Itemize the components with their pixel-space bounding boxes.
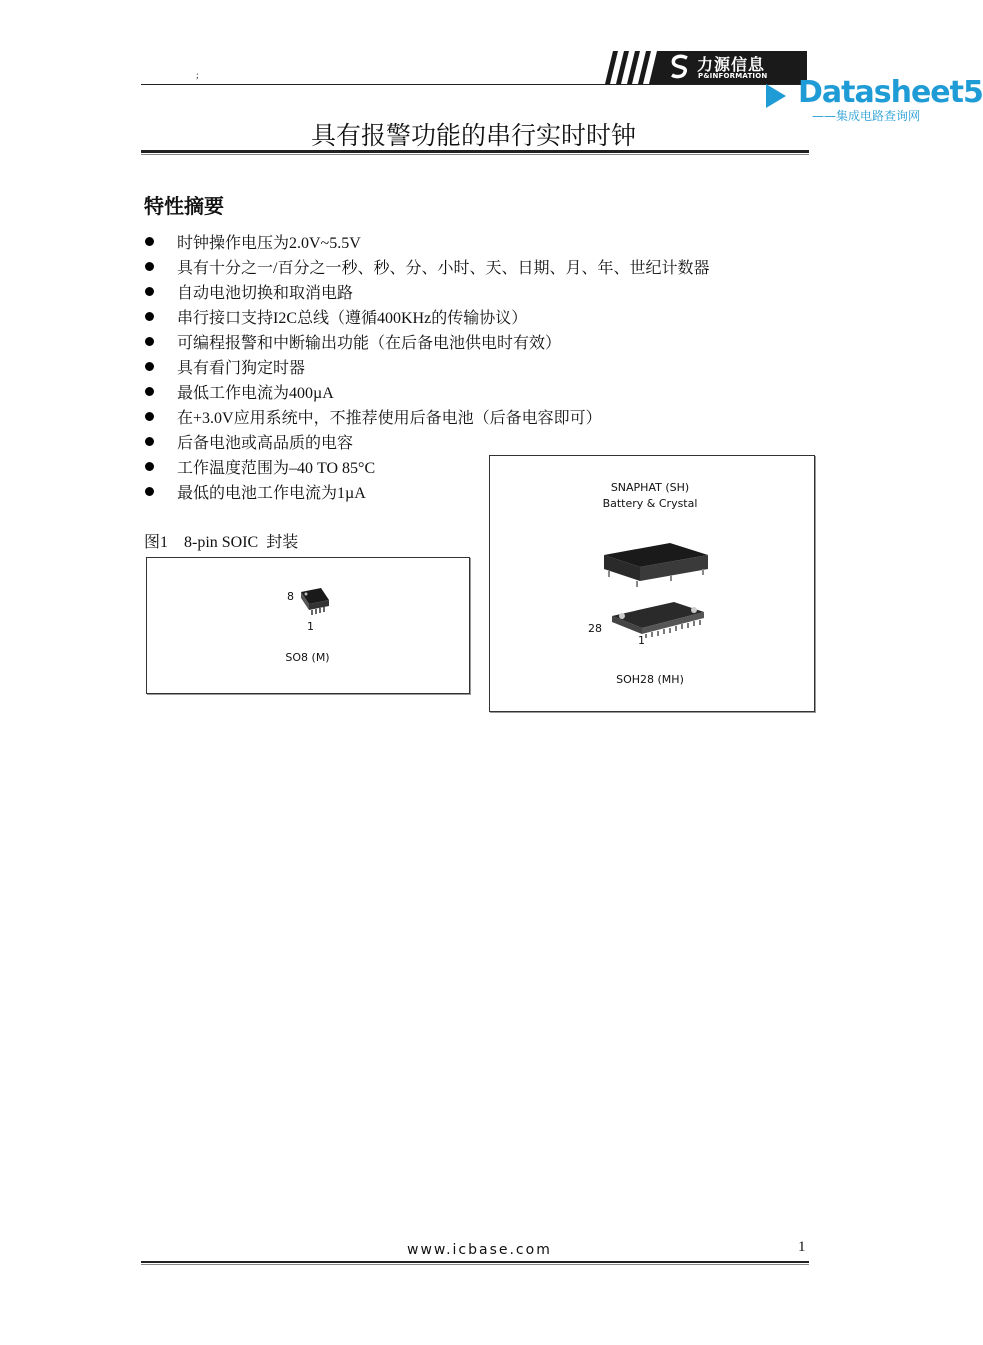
watermark-subtitle: ——集成电路查询网 <box>812 109 921 123</box>
soic-chip-icon <box>297 586 331 618</box>
page-number: 1 <box>798 1239 806 1255</box>
feature-item <box>144 229 709 254</box>
header-mark: ; <box>196 70 199 80</box>
bullet-icon <box>145 362 154 371</box>
feature-text: 具有十分之一/百分之一秒、秒、分、小时、天、日期、月、年、世纪计数器 <box>177 260 710 277</box>
brand-stripes <box>605 51 661 84</box>
soic-package-label: SO8 (M) <box>285 651 330 664</box>
snaphat-subtitle: Battery & Crystal <box>602 497 698 510</box>
bullet-icon <box>145 487 154 496</box>
feature-item <box>144 429 709 454</box>
bullet-icon <box>145 312 154 321</box>
snaphat-pin-bottom: 1 <box>638 634 645 647</box>
snaphat-battery-icon <box>600 541 712 591</box>
feature-text: 可编程报警和中断输出功能（在后备电池供电时有效） <box>177 335 562 352</box>
footer-rule <box>141 1261 809 1263</box>
footer-url: www.icbase.com <box>407 1242 552 1258</box>
soic-figure <box>146 557 470 694</box>
feature-item <box>144 279 709 304</box>
figure-caption: 图1 8-pin SOIC 封装 <box>144 534 299 551</box>
watermark-name: Datasheet5 <box>798 75 983 110</box>
feature-item <box>144 254 709 279</box>
snaphat-pin-top: 28 <box>588 622 602 635</box>
feature-text: 工作温度范围为–40 TO 85°C <box>177 460 376 477</box>
feature-text: 具有看门狗定时器 <box>177 360 306 377</box>
feature-text: 串行接口支持I2C总线（遵循400KHz的传输协议） <box>177 310 528 327</box>
bullet-icon <box>145 262 154 271</box>
title-rule <box>141 150 809 153</box>
feature-text: 时钟操作电压为2.0V~5.5V <box>177 235 361 252</box>
feature-text: 最低的电池工作电流为1µA <box>177 485 366 502</box>
feature-item <box>144 354 709 379</box>
soic-pin-top: 8 <box>287 590 294 603</box>
feature-item <box>144 304 709 329</box>
section-heading: 特性摘要 <box>144 194 224 218</box>
feature-item <box>144 379 709 404</box>
header-rule <box>141 84 806 85</box>
footer-rule-thin <box>141 1264 809 1265</box>
title-rule-thin <box>141 154 809 155</box>
bullet-icon <box>145 387 154 396</box>
feature-item <box>144 329 709 354</box>
soh28-chip-icon <box>608 596 708 638</box>
feature-text: 最低工作电流为400µA <box>177 385 334 402</box>
document-title: 具有报警功能的串行实时时钟 <box>310 123 636 150</box>
bullet-icon <box>145 237 154 246</box>
soic-pin-bottom: 1 <box>307 620 314 633</box>
snaphat-figure <box>489 455 815 712</box>
brand-subtitle: P&INFORMATION <box>698 72 768 80</box>
bullet-icon <box>145 462 154 471</box>
snaphat-title: SNAPHAT (SH) <box>610 481 690 494</box>
bullet-icon <box>145 437 154 446</box>
bullet-icon <box>145 412 154 421</box>
feature-text: 自动电池切换和取消电路 <box>177 285 354 302</box>
feature-text: 后备电池或高品质的电容 <box>177 435 354 452</box>
brand-s-icon <box>669 54 691 80</box>
brand-name: 力源信息 <box>697 55 766 74</box>
bullet-icon <box>145 337 154 346</box>
feature-item <box>144 404 709 429</box>
bullet-icon <box>145 287 154 296</box>
feature-text: 在+3.0V应用系统中，不推荐使用后备电池（后备电容即可） <box>177 410 602 427</box>
soh28-package-label: SOH28 (MH) <box>616 673 684 686</box>
